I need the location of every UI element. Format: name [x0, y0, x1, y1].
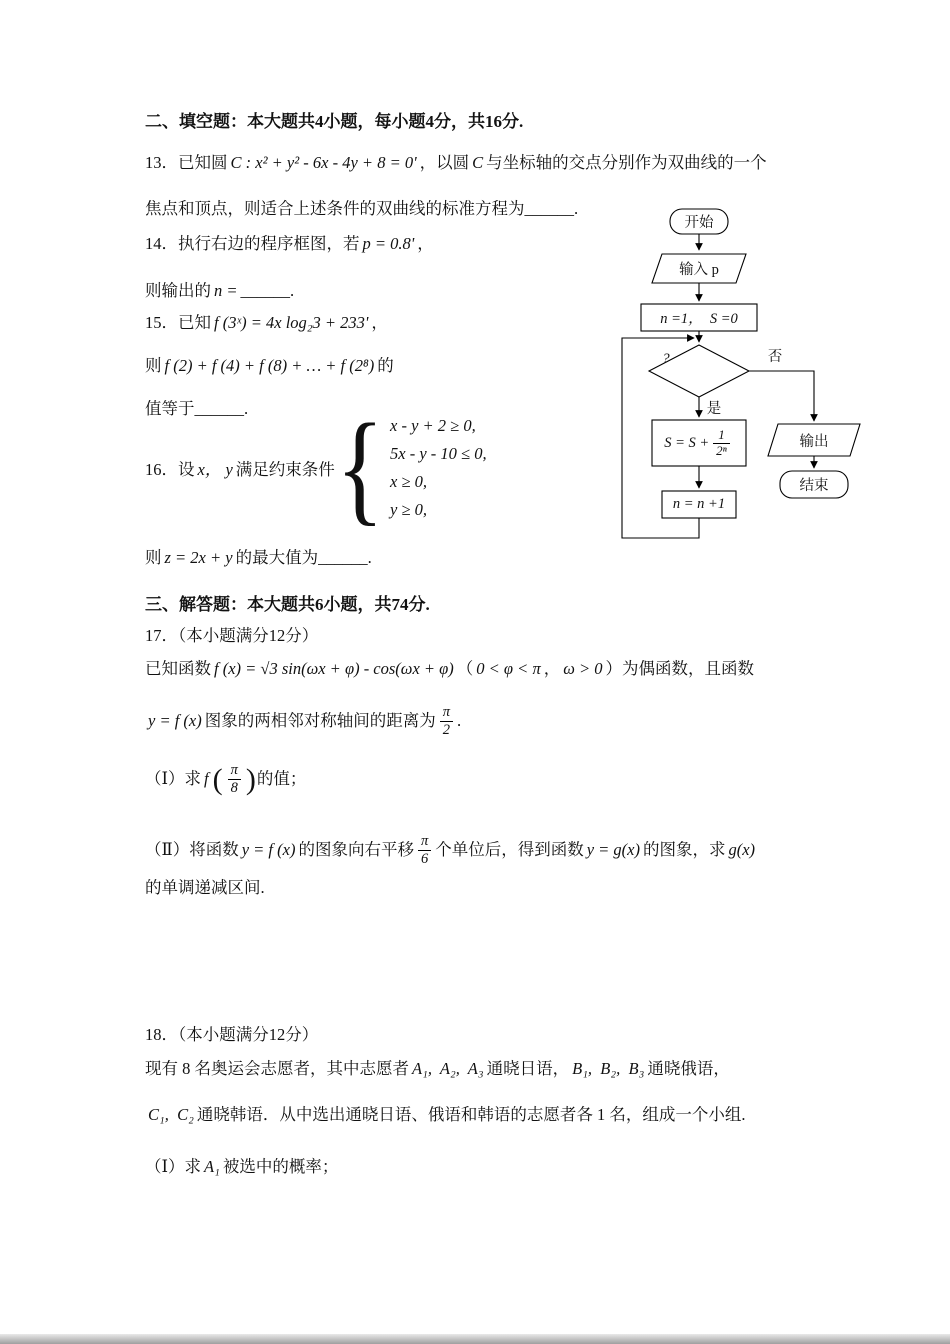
q17-part1: [145, 756, 306, 802]
loop-body-expression: S = S +: [664, 434, 710, 451]
q13-circle-formula: C : x² + y² - 6x - 4y + 8 = 0': [230, 153, 417, 173]
output-label: 输出: [799, 433, 829, 450]
q17-line3-period: .: [456, 711, 462, 731]
q16-text-post: 满足约束条件: [235, 460, 335, 480]
q15-sum-formula: f (2) + f (4) + f (8) + … + f (2⁸): [164, 356, 375, 376]
q15-line2-post: 的: [377, 356, 394, 376]
fraction-pi-over-6: [418, 833, 431, 867]
q16-constraint-system: [336, 398, 487, 537]
q18-text-pre: 现有 8 名奥运会志愿者，其中志愿者: [145, 1059, 409, 1079]
flowchart-diagram: [608, 200, 888, 560]
big-paren-close: ): [245, 762, 256, 796]
q17-units-text: 个单位后，得到函数: [435, 840, 584, 860]
q17-part1-tail: 的值；: [256, 769, 307, 789]
fraction-numerator: π: [420, 832, 429, 849]
q17-function-formula: f (x) = √3 sin(ωx + φ) - cos(ωx + φ): [214, 659, 454, 679]
q15-line3: [145, 397, 248, 421]
page-bottom-edge: [0, 1334, 950, 1344]
q17-part2-yfx: y = f (x): [241, 840, 296, 860]
q18-line2: [145, 1054, 730, 1084]
q14-line2: [145, 279, 294, 303]
q13-text-post: 与坐标轴的交点分别作为双曲线的一个: [486, 153, 767, 173]
q17-shift-text: 的图象向右平移: [298, 840, 414, 860]
q17-y-equals-fx: y = f (x): [148, 711, 202, 731]
q17-part2: [145, 828, 758, 872]
q15-line1: [145, 311, 388, 335]
constraint-list: [390, 412, 487, 524]
q17-phi-condition: 0 < φ < π: [476, 659, 541, 679]
q17-paren-open: （: [456, 659, 474, 679]
program-flowchart: [608, 200, 888, 560]
q14-line2-text: 则输出的: [145, 281, 211, 301]
q14-line1: [145, 232, 434, 256]
q18-volunteers-c: C₁, C₂: [148, 1105, 194, 1125]
q17-paren-close-text: ）为偶函数，且函数: [605, 659, 755, 679]
q13-text-mid: ，以圆: [419, 153, 470, 173]
q18-russian-text: 通晓俄语，: [647, 1059, 730, 1079]
decision-question-label: ?: [662, 350, 670, 367]
q13-line2: [145, 197, 578, 221]
q17-text-pre: 已知函数: [145, 659, 211, 679]
q17-f-symbol: f: [204, 769, 209, 789]
q17-gx: g(x): [728, 840, 756, 860]
q16-line2: [145, 546, 372, 570]
fraction-pi-over-8: [228, 762, 241, 796]
no-branch-label: 否: [767, 348, 783, 365]
q17-line2: [145, 657, 754, 681]
q18-points-note: 18．（本小题满分12分）: [145, 1025, 319, 1045]
input-label: 输入 p: [679, 262, 719, 278]
q18-line3: [145, 1100, 745, 1130]
q13-line1: [145, 151, 767, 175]
q18-a1-symbol: A₁: [204, 1157, 220, 1177]
q17-ygx: y = g(x): [586, 840, 640, 860]
q18-part1-tail: 被选中的概率；: [222, 1157, 339, 1177]
start-label: 开始: [684, 215, 714, 231]
q17-part2-label: （Ⅱ）将函数: [145, 840, 239, 860]
q15-line2-pre: 则: [145, 356, 162, 376]
fraction-numerator: 1: [718, 426, 725, 442]
q17-line1: [145, 624, 318, 648]
q16-objective: z = 2x + y: [164, 548, 233, 568]
q17-axis-distance-text: 图象的两相邻对称轴间的距离为: [204, 711, 436, 731]
q14-text-pre: 14．执行右边的程序框图，若: [145, 234, 360, 254]
q18-part1-label: （Ⅰ）求: [145, 1157, 202, 1177]
section3-header-text: 三、解答题：本大题共6小题，共74分.: [145, 594, 430, 614]
end-label: 结束: [799, 478, 829, 494]
yes-branch-label: 是: [706, 400, 722, 417]
section3-header: [145, 593, 430, 617]
q14-answer-blank: ______.: [240, 281, 295, 301]
q18-volunteers-a: A₁, A₂, A₃: [412, 1059, 484, 1079]
constraint-4: y ≥ 0,: [390, 500, 428, 519]
fraction-denominator: 2ⁿ: [713, 443, 730, 459]
q16-text-pre: 16．设: [145, 460, 195, 480]
q13-var-c: C: [472, 153, 484, 173]
q18-japanese-text: 通晓日语，: [486, 1059, 570, 1079]
fraction-denominator: 6: [418, 850, 431, 868]
q15-answer-blank: 值等于______.: [145, 399, 249, 419]
fraction-denominator: 2: [440, 721, 453, 739]
fraction-denominator: 8: [228, 779, 241, 797]
q15-function-formula: f (3ˣ) = 4x log₂3 + 233': [214, 313, 369, 333]
q16-line2-pre: 则: [145, 548, 162, 568]
q13-text-pre: 13．已知圆: [145, 153, 228, 173]
q14-n-equals: n =: [214, 281, 238, 301]
q17-points-note: 17．（本小题满分12分）: [145, 626, 319, 646]
q14-text-post: ，: [417, 234, 434, 254]
q16-vars: x， y: [197, 460, 233, 480]
q18-volunteers-b: B₁, B₂, B₃: [572, 1059, 645, 1079]
q17-find-text: 的图象，求: [642, 840, 726, 860]
q18-line1: [145, 1023, 318, 1047]
section2-header-text: 二、填空题：本大题共4小题，每小题4分，共16分.: [145, 111, 524, 131]
fraction-pi-over-2: [440, 704, 453, 738]
system-brace: {: [336, 398, 384, 537]
constraint-2: 5x - y - 10 ≤ 0,: [390, 444, 487, 463]
fraction-numerator: π: [230, 761, 238, 778]
q18-part1: [145, 1152, 338, 1182]
constraint-1: x - y + 2 ≥ 0,: [390, 416, 476, 435]
q17-omega-condition: ω > 0: [563, 659, 603, 679]
increment-label: n = n +1: [672, 496, 726, 512]
q17-comma: ，: [543, 659, 561, 679]
loop-body-label: [652, 420, 746, 466]
big-paren-open: (: [212, 762, 223, 796]
section2-header: [145, 110, 523, 134]
q18-korean-text: 通晓韩语．从中选出通晓日语、俄语和韩语的志愿者各 1 名，组成一个小组.: [196, 1105, 746, 1125]
q15-line2: [145, 354, 394, 378]
constraint-3: x ≥ 0,: [390, 472, 428, 491]
q15-text-pre: 15．已知: [145, 313, 211, 333]
q17-part1-label: （Ⅰ）求: [145, 769, 202, 789]
q14-p-formula: p = 0.8': [362, 234, 415, 254]
fraction-1-over-2n: [713, 428, 730, 459]
q16-lead: [145, 458, 335, 482]
q17-monotonic-text: 的单调递减区间.: [145, 878, 265, 898]
q17-line3: [145, 700, 461, 742]
init-label: n =1， S =0: [660, 311, 738, 327]
q15-text-post: ，: [371, 313, 388, 333]
q13-line2-text: 焦点和顶点，则适合上述条件的双曲线的标准方程为______.: [145, 199, 579, 219]
q16-answer-blank: 的最大值为______.: [235, 548, 372, 568]
fraction-numerator: π: [442, 703, 450, 720]
q17-part2-tail: [145, 876, 265, 900]
